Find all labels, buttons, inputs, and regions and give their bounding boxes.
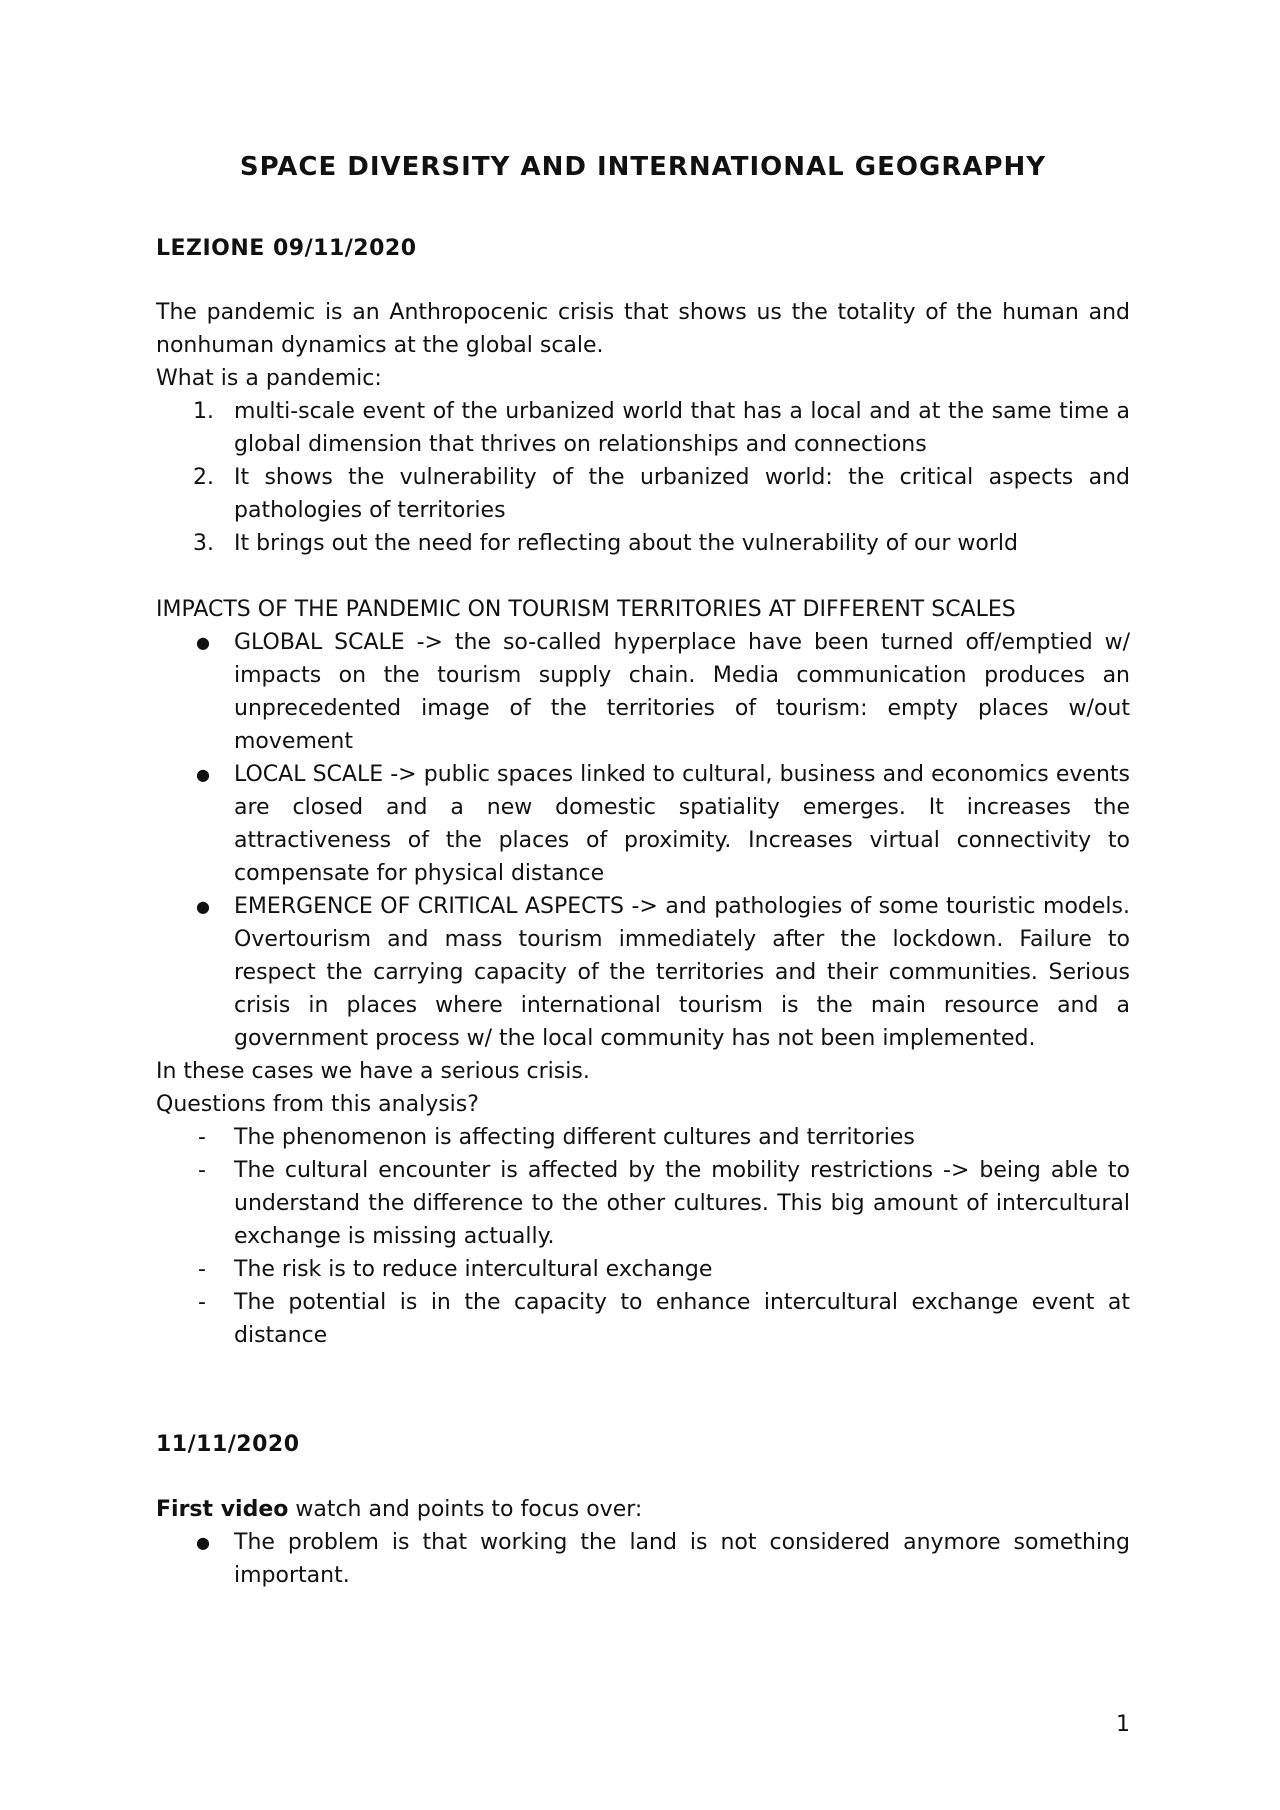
lesson-heading-1: LEZIONE 09/11/2020 [156,236,417,261]
lesson-2-body [156,1493,1130,1592]
bullet-icon: ● [196,1533,210,1552]
list-item-text: EMERGENCE OF CRITICAL ASPECTS -> and pathologies of some touristic models. Overtourism and mass tourism immediately after the lockdown. Failure to respect the carrying capacity of the territories and their communities. Serious crisis in places where international tourism is the main resource and a government process w/ the local community has not been implemented. [234,894,1130,1051]
pandemic-question: What is a pandemic: [156,366,382,391]
list-item-text: The risk is to reduce intercultural exchange [234,1257,713,1282]
dash-icon: - [198,1257,206,1282]
list-item [156,527,1130,560]
list-item [156,1286,1130,1352]
dash-icon: - [198,1290,206,1315]
impacts-heading: IMPACTS OF THE PANDEMIC ON TOURISM TERRITORIES AT DIFFERENT SCALES [156,597,1016,622]
list-item-text: GLOBAL SCALE -> the so-called hyperplace have been turned off/emptied w/ impacts on the tourism supply chain. Media communication produces an unprecedented image of the territories of tourism: empty places w/out movement [234,630,1130,754]
list-item-text: The phenomenon is affecting different cultures and territories [234,1125,915,1150]
list-item [156,461,1130,527]
list-item-text: It brings out the need for reflecting about the vulnerability of our world [234,531,1018,556]
list-number: 1. [193,399,214,424]
document-page [156,0,1130,1810]
intro-paragraph: The pandemic is an Anthropocenic crisis that shows us the totality of the human and nonhuman dynamics at the global scale. [156,300,1130,358]
list-item [156,758,1130,890]
list-item [156,626,1130,758]
list-item-text: The problem is that working the land is not considered anymore something important. [234,1530,1130,1588]
dash-icon: - [198,1158,206,1183]
video-text: watch and points to focus over: [288,1497,643,1522]
list-number: 2. [193,465,214,490]
lesson-heading-2: 11/11/2020 [156,1432,300,1457]
list-number: 3. [193,531,214,556]
video-label: First video [156,1497,289,1522]
list-item-text: The cultural encounter is affected by the mobility restrictions -> being able to understand the difference to the other cultures. This big amount of intercultural exchange is missing actually. [234,1158,1130,1249]
questions-line: Questions from this analysis? [156,1092,479,1117]
list-item [156,1154,1130,1253]
dash-icon: - [198,1125,206,1150]
list-item-text: LOCAL SCALE -> public spaces linked to cultural, business and economics events are closed and a new domestic spatiality emerges. It increases the attractiveness of the places of proximity. Increases virtual connectivity to compensate for physical distance [234,762,1130,886]
impacts-section [156,593,1130,1352]
bullet-icon: ● [196,765,210,784]
list-item [156,1121,1130,1154]
impacts-bullet-list [156,626,1130,1055]
list-item [156,890,1130,1055]
lesson-1-body [156,296,1130,560]
list-item-text: multi-scale event of the urbanized world that has a local and at the same time a global dimension that thrives on relationships and connections [234,399,1130,457]
video-bullet-list [156,1526,1130,1592]
questions-dash-list [156,1121,1130,1352]
page-number: 1 [1116,1712,1130,1737]
list-item [156,1253,1130,1286]
bullet-icon: ● [196,633,210,652]
crisis-line: In these cases we have a serious crisis. [156,1059,590,1084]
numbered-list [156,395,1130,560]
list-item [156,1526,1130,1592]
document-title: SPACE DIVERSITY AND INTERNATIONAL GEOGRAPHY [239,152,1047,182]
list-item-text: The potential is in the capacity to enhance intercultural exchange event at distance [234,1290,1130,1348]
bullet-icon: ● [196,897,210,916]
list-item [156,395,1130,461]
video-line [156,1493,1130,1526]
list-item-text: It shows the vulnerability of the urbanized world: the critical aspects and pathologies of territories [234,465,1130,523]
